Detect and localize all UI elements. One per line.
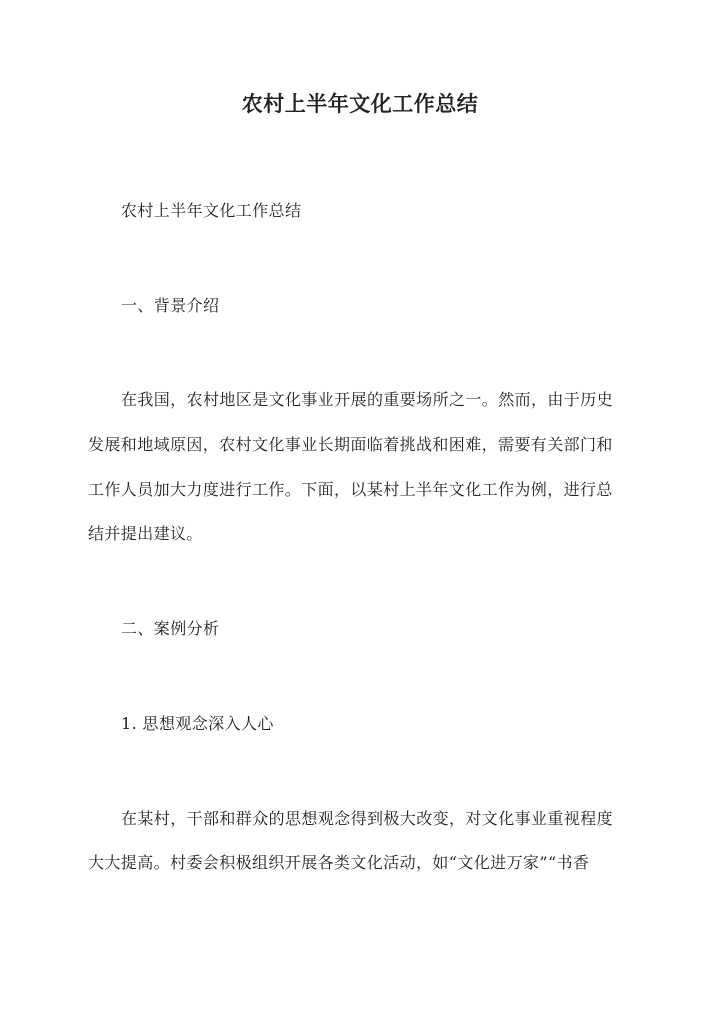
paragraph-line: 发展和地域原因，农村文化事业长期面临着挑战和困难，需要有关部门和 (88, 435, 613, 454)
subsection-heading: 1. 思想观念深入人心 (121, 714, 274, 733)
paragraph-line: 大大提高。村委会积极组织开展各类文化活动，如“文化进万家”“书香 (88, 853, 590, 872)
paragraph-line: 在我国，农村地区是文化事业开展的重要场所之一。然而，由于历史 (121, 390, 614, 409)
paragraph-line: 结并提出建议。 (88, 524, 203, 543)
document-subtitle: 农村上半年文化工作总结 (121, 201, 302, 220)
document-title: 农村上半年文化工作总结 (241, 91, 479, 116)
paragraph-line: 工作人员加大力度进行工作。下面，以某村上半年文化工作为例，进行总 (88, 480, 613, 499)
section-heading-background: 一、背景介绍 (121, 296, 220, 315)
section-heading-case-analysis: 二、案例分析 (121, 619, 220, 638)
paragraph-line: 在某村，干部和群众的思想观念得到极大改变，对文化事业重视程度 (121, 809, 614, 828)
